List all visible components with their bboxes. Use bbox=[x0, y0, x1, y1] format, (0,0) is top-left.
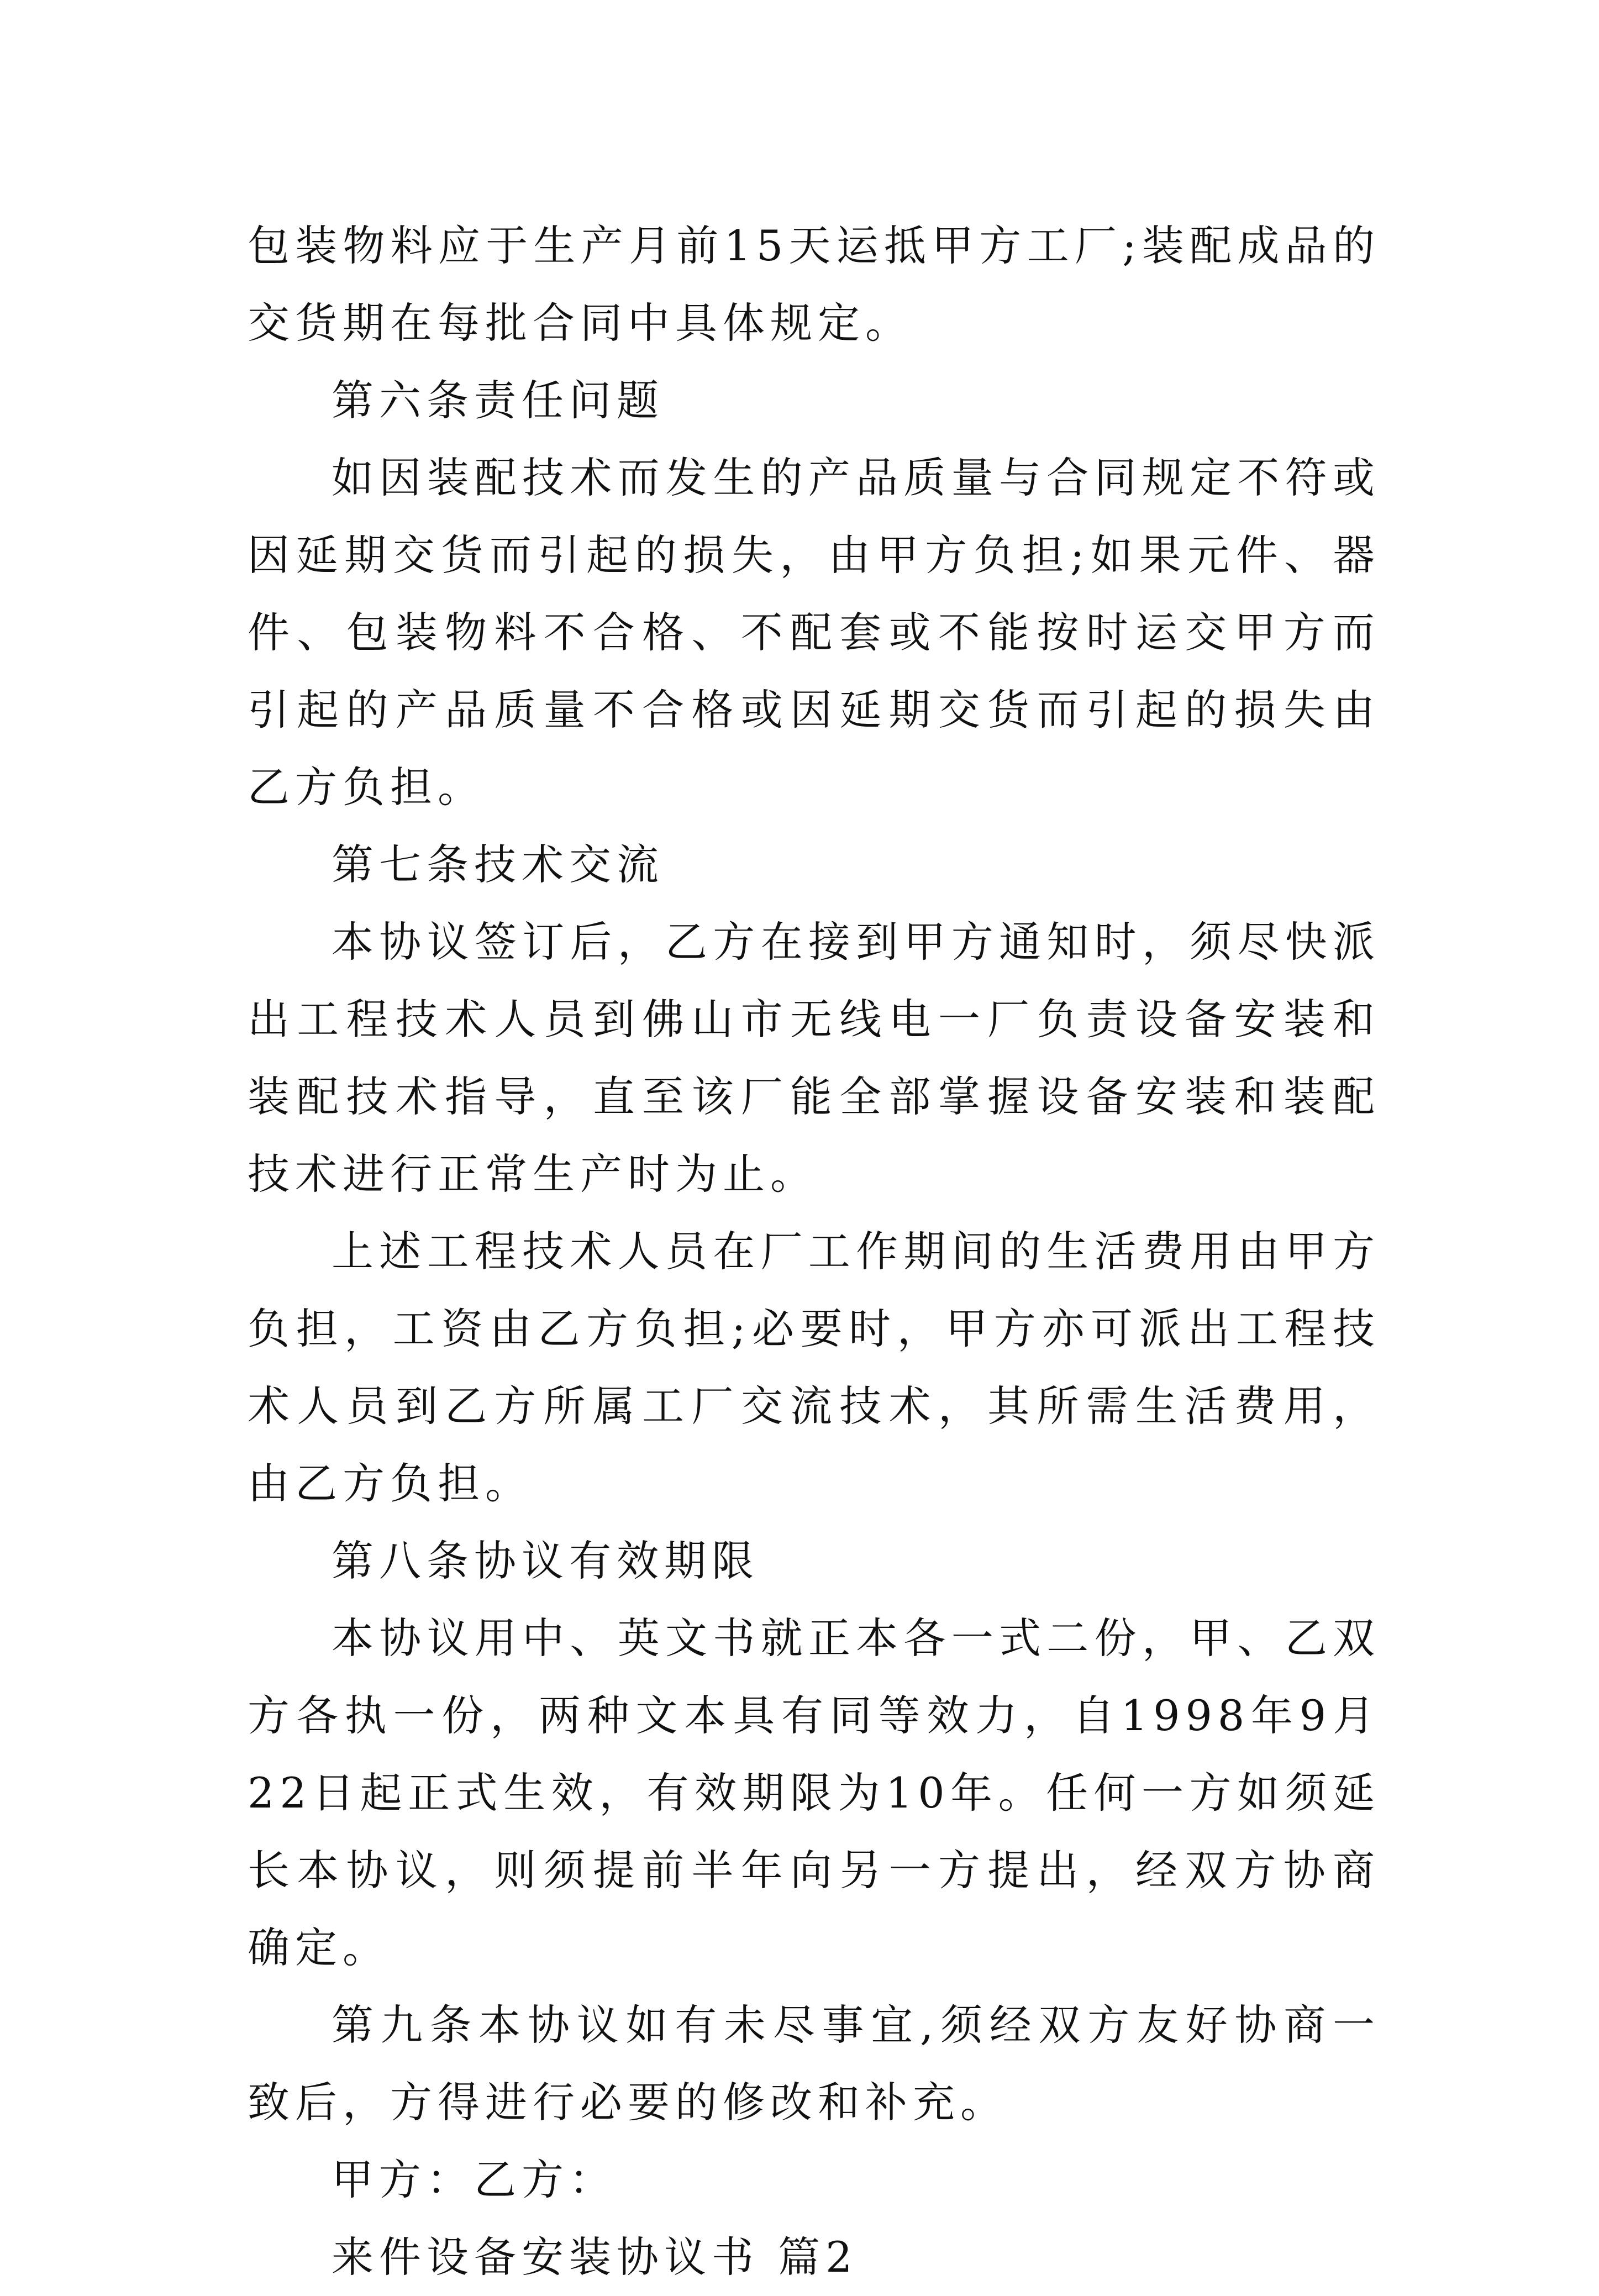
document-body bbox=[248, 207, 1380, 2296]
article-7-body-2: 上述工程技术人员在厂工作期间的生活费用由甲方负担，工资由乙方负担;必要时，甲方亦可派出工程技术人员到乙方所属工厂交流技术，其所需生活费用，由乙方负担。 bbox=[248, 1227, 1380, 1508]
article-7-body-1: 本协议签订后，乙方在接到甲方通知时，须尽快派出工程技术人员到佛山市无线电一厂负责设备安装和装配技术指导，直至该厂能全部掌握设备安装和装配技术进行正常生产时为止。 bbox=[248, 917, 1380, 1199]
article-6-heading: 第六条责任问题 bbox=[332, 376, 664, 425]
paragraph-continuation: 包装物料应于生产月前15天运抵甲方工厂;装配成品的交货期在每批合同中具体规定。 bbox=[248, 221, 1380, 348]
article-7-heading: 第七条技术交流 bbox=[332, 840, 664, 889]
signature-line: 甲方：乙方： bbox=[332, 2155, 617, 2204]
article-9-body: 第九条本协议如有未尽事宜,须经双方友好协商一致后，方得进行必要的修改和补充。 bbox=[248, 2000, 1380, 2127]
article-8-body: 本协议用中、英文书就正本各一式二份，甲、乙双方各执一份，两种文本具有同等效力，自1998年9月22日起正式生效，有效期限为10年。任何一方如须延长本协议，则须提前半年向另一方提出，经双方协商确定。 bbox=[248, 1614, 1380, 1972]
next-section-title: 来件设备安装协议书 篇2 bbox=[332, 2232, 858, 2282]
article-6-body: 如因装配技术而发生的产品质量与合同规定不符或因延期交货而引起的损失，由甲方负担;如果元件、器件、包装物料不合格、不配套或不能按时运交甲方而引起的产品质量不合格或因延期交货而引起的损失由乙方负担。 bbox=[248, 453, 1380, 812]
article-8-heading: 第八条协议有效期限 bbox=[332, 1536, 759, 1585]
